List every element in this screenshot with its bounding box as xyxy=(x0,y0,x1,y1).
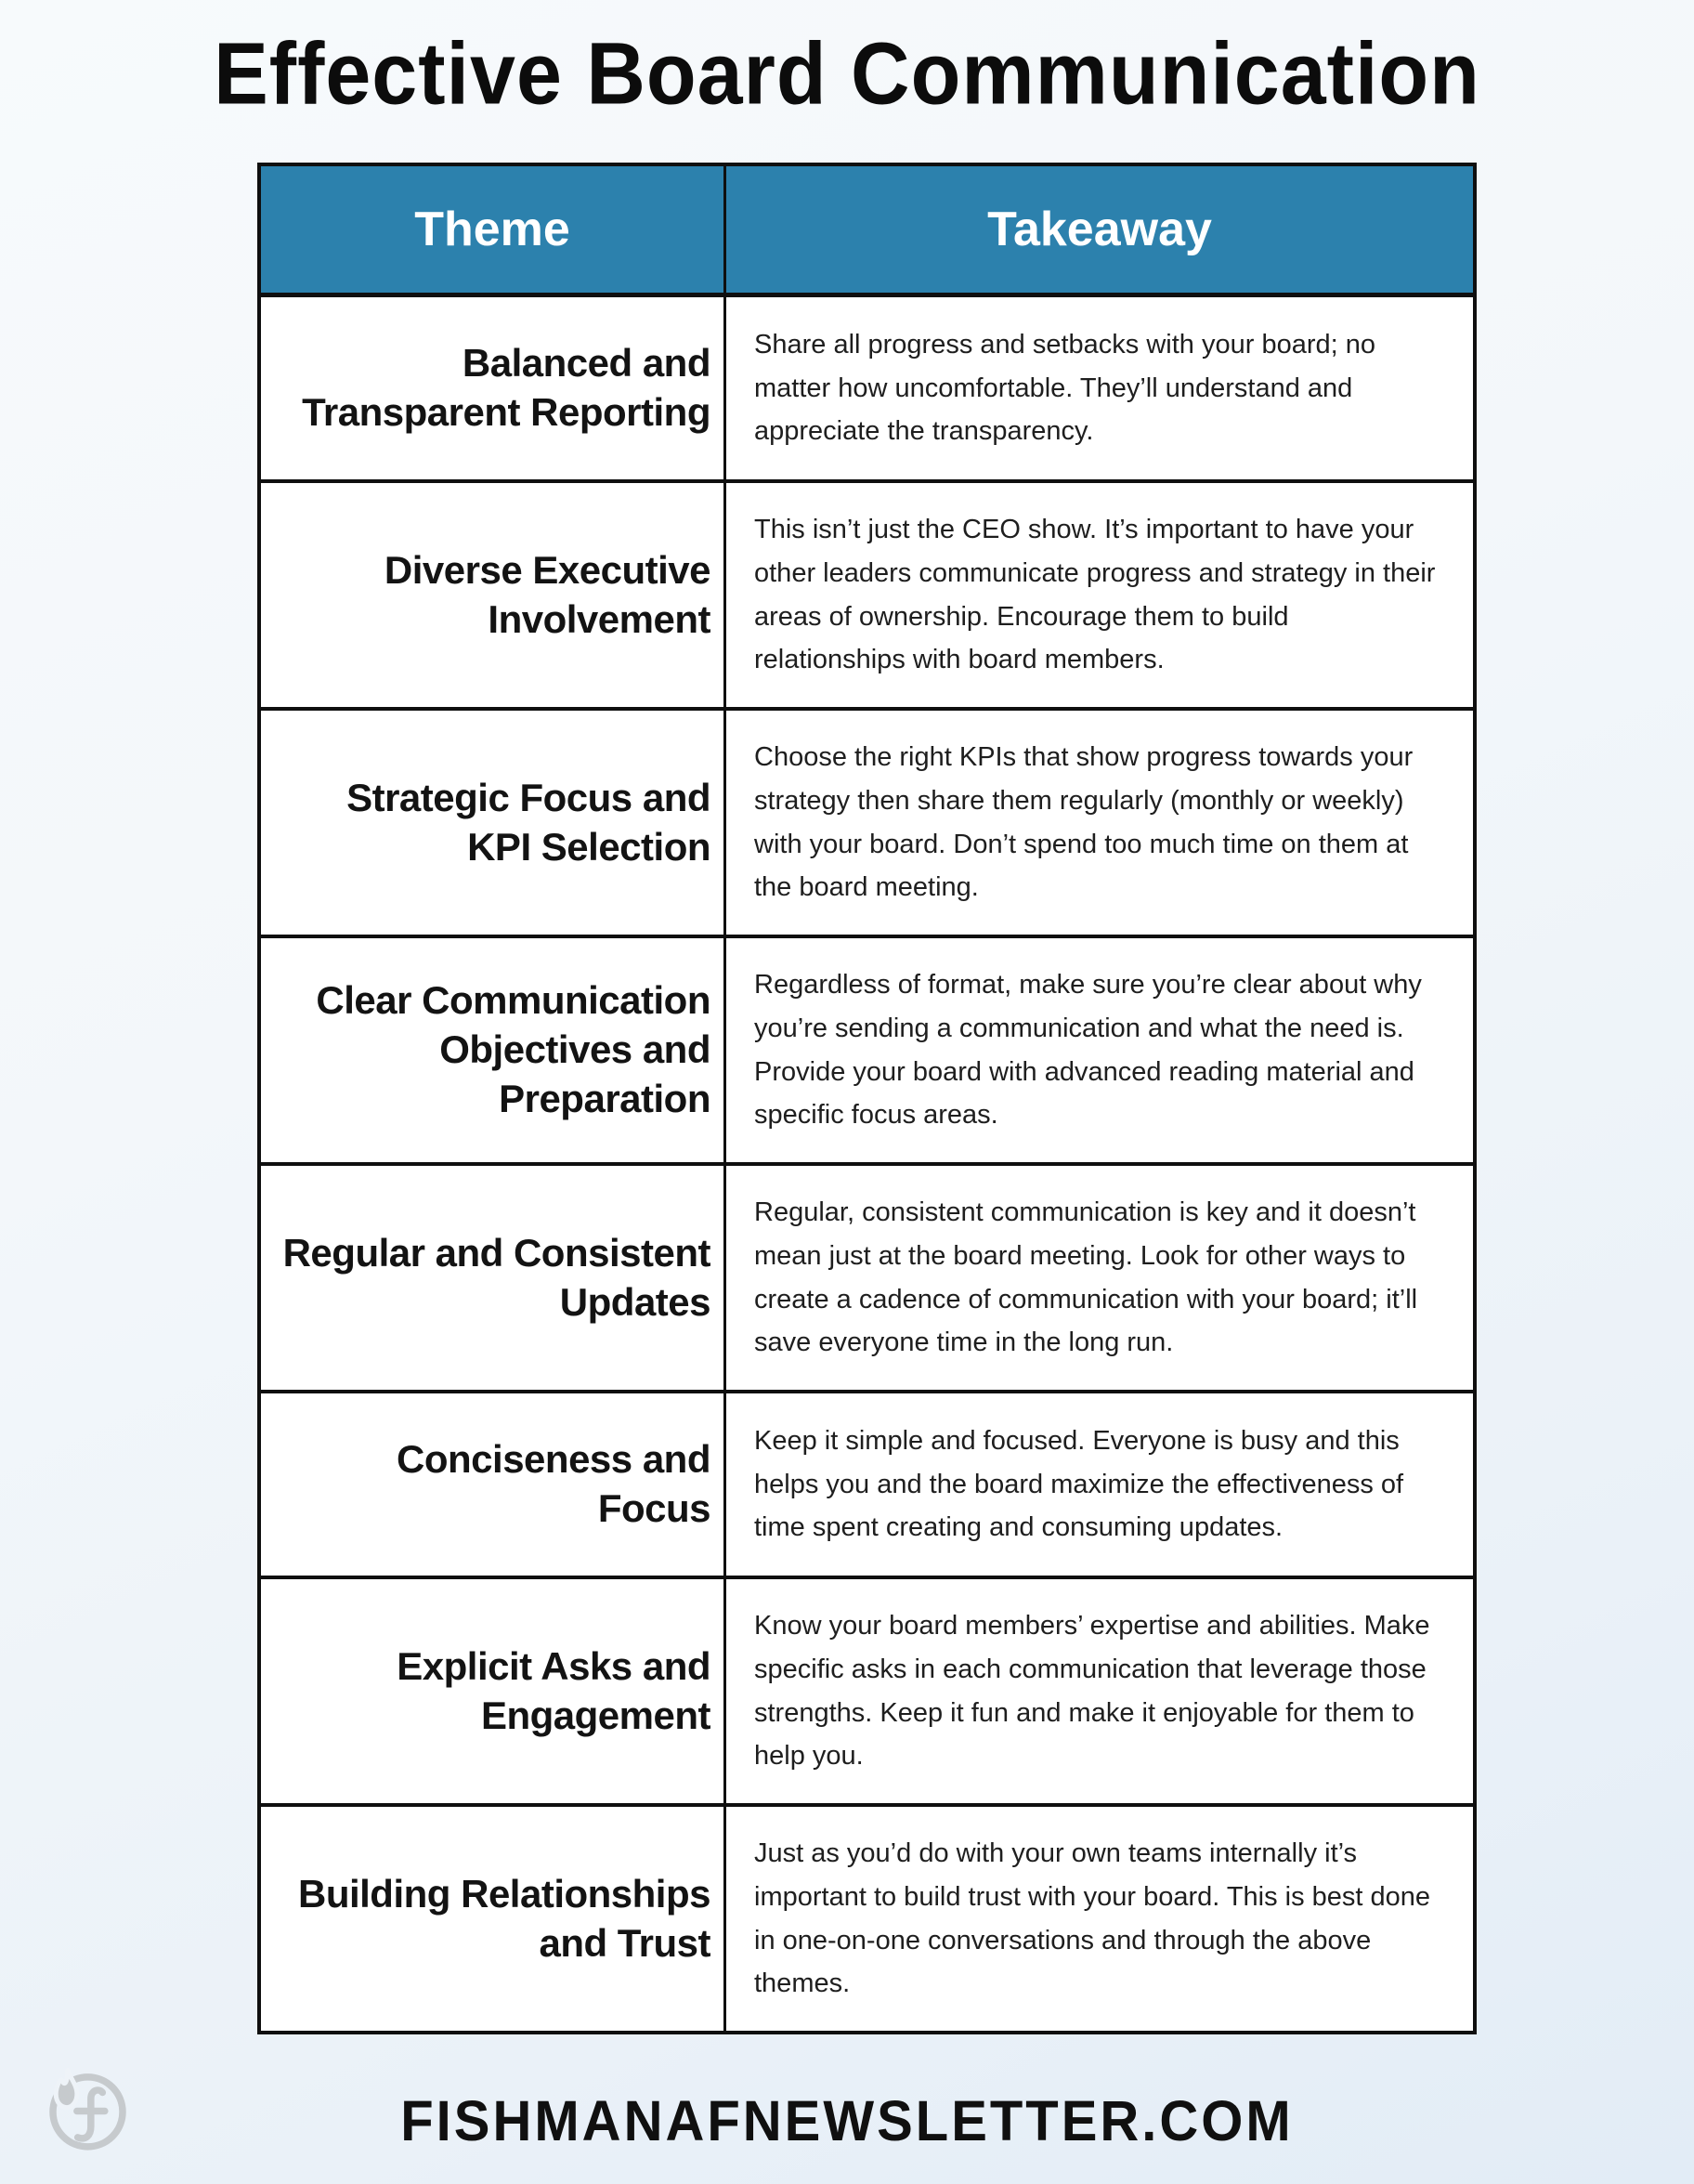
table-body xyxy=(261,297,1473,2031)
table-row xyxy=(261,297,1473,479)
theme-cell: Strategic Focus and KPI Selection xyxy=(346,775,710,869)
takeaway-cell: Choose the right KPIs that show progress towards your strategy then share them regularly (monthly or weekly) with your board. Don’t spend too much time on them at the board meeting. xyxy=(723,711,1473,935)
board-communication-table xyxy=(257,163,1477,2034)
table-row xyxy=(261,1162,1473,1390)
theme-cell: Balanced and Transparent Reporting xyxy=(302,341,710,434)
theme-cell: Explicit Asks and Engagement xyxy=(397,1643,710,1737)
column-header-theme: Theme xyxy=(414,203,570,256)
takeaway-cell: Regardless of format, make sure you’re clear about why you’re sending a communication and what the need is. Provide your board with advanced reading material and specific focus areas. xyxy=(723,938,1473,1162)
table-row xyxy=(261,1390,1473,1576)
theme-cell: Building Relationships and Trust xyxy=(297,1871,710,1965)
theme-cell: Clear Communication Objectives and Preparation xyxy=(316,978,710,1120)
footer-url: FISHMANAFNEWSLETTER.COM xyxy=(400,2089,1294,2153)
takeaway-cell: Keep it simple and focused. Everyone is busy and this helps you and the board maximize the effectiveness of time spent creating and consuming updates. xyxy=(723,1393,1473,1576)
table-row xyxy=(261,935,1473,1162)
table-row xyxy=(261,1576,1473,1803)
theme-cell: Regular and Consistent Updates xyxy=(282,1230,710,1324)
takeaway-cell: This isn’t just the CEO show. It’s important to have your other leaders communicate progress and strategy in their areas of ownership. Encourage them to build relationships with board members. xyxy=(723,483,1473,707)
theme-cell: Conciseness and Focus xyxy=(397,1437,710,1530)
theme-cell: Diverse Executive Involvement xyxy=(384,547,710,641)
table-row xyxy=(261,479,1473,707)
table-row xyxy=(261,707,1473,935)
table-header-row xyxy=(261,166,1473,297)
takeaway-cell: Just as you’d do with your own teams internally it’s important to build trust with your board. This is best done in one-on-one conversations and through the above themes. xyxy=(723,1807,1473,2031)
takeaway-cell: Regular, consistent communication is key and it doesn’t mean just at the board meeting. Look for other ways to create a cadence of communication with your board; it’ll save everyone time in the long run. xyxy=(723,1166,1473,1390)
takeaway-cell: Share all progress and setbacks with your board; no matter how uncomfortable. They’ll understand and appreciate the transparency. xyxy=(723,297,1473,479)
column-header-takeaway: Takeaway xyxy=(723,166,1473,293)
table-row xyxy=(261,1803,1473,2031)
takeaway-cell: Know your board members’ expertise and abilities. Make specific asks in each communication that leverage those strengths. Keep it fun and make it enjoyable for them to help you. xyxy=(723,1579,1473,1803)
page-title: Effective Board Communication xyxy=(214,23,1480,123)
